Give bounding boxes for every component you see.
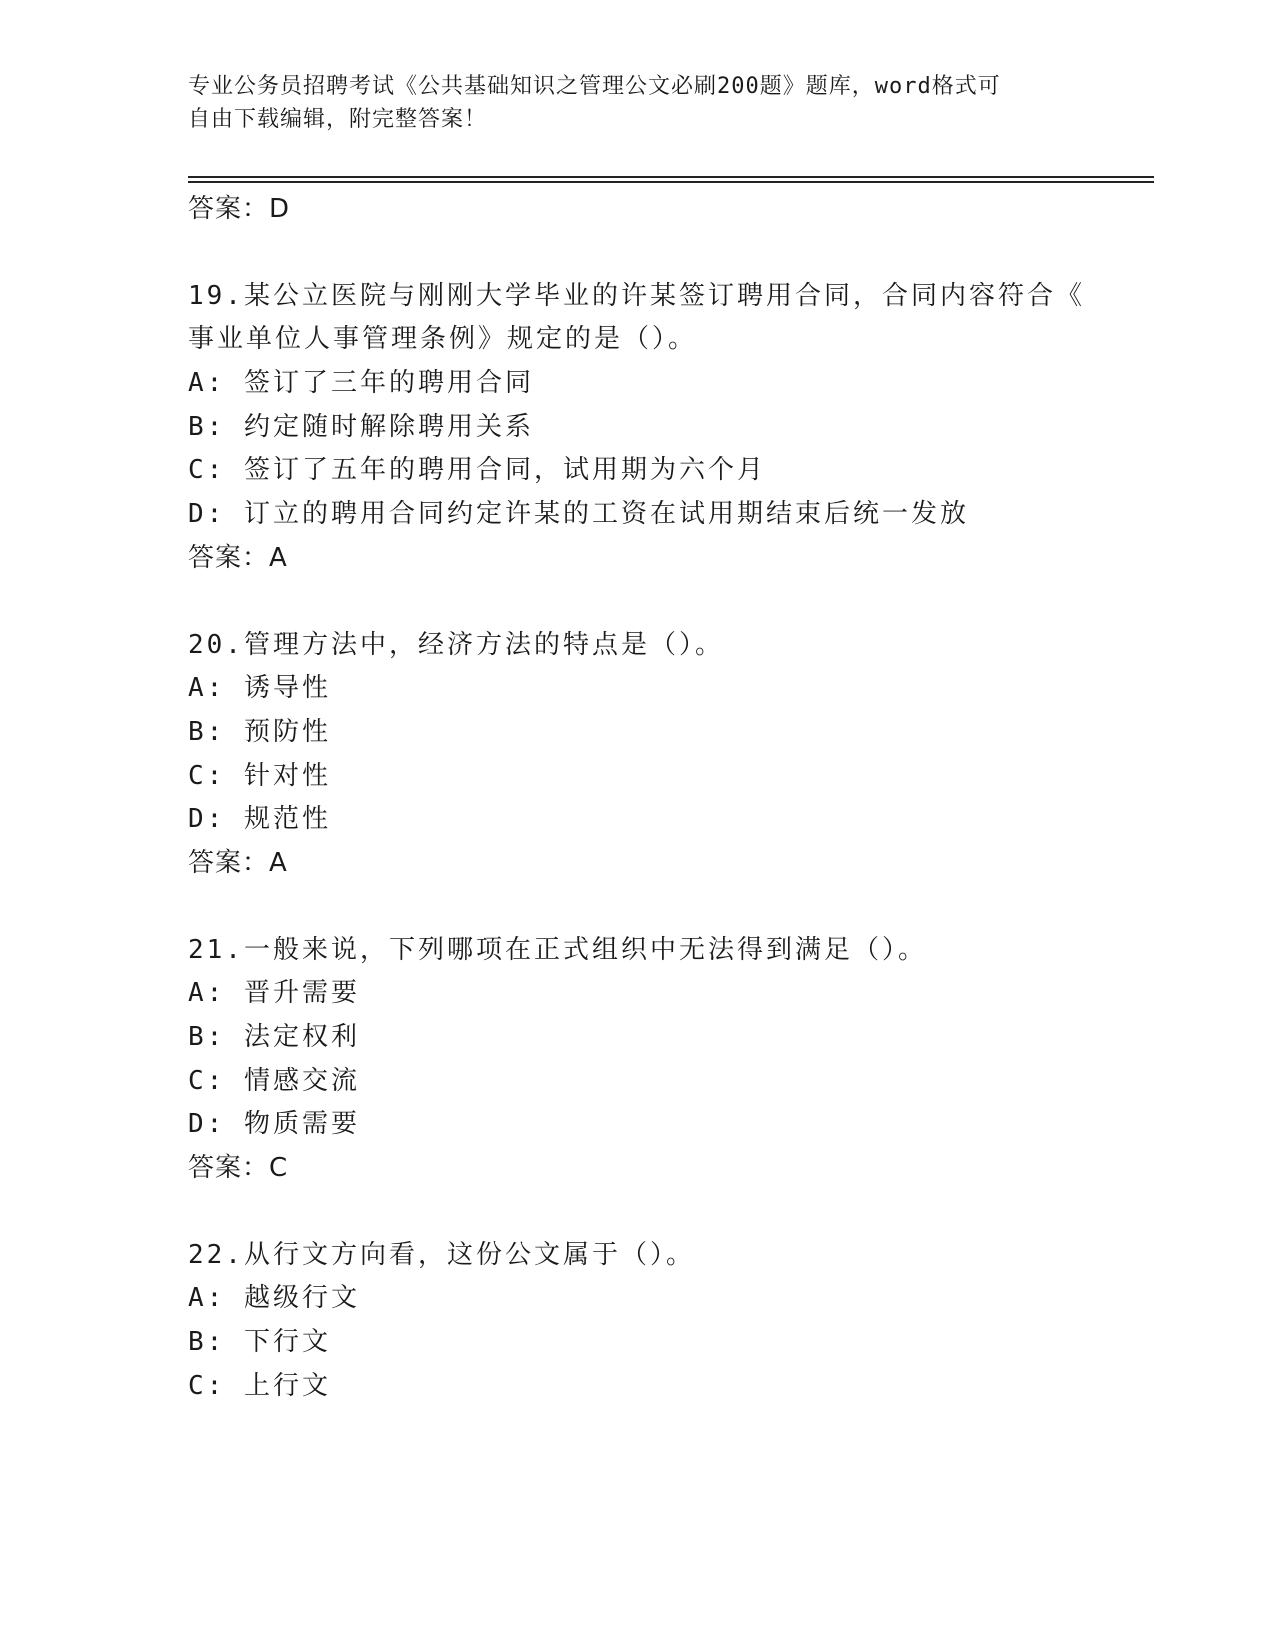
answer-20: 答案：A [188, 848, 288, 878]
header-line-1: 专业公务员招聘考试《公共基础知识之管理公文必刷200题》题库，word格式可 [188, 74, 1001, 99]
document-header [188, 70, 1068, 136]
answer-19: 答案：A [188, 543, 288, 573]
question-21-option-c: C: 情感交流 [188, 1066, 360, 1096]
answer-21: 答案：C [188, 1153, 289, 1183]
header-line-2: 自由下载编辑，附完整答案！ [188, 107, 488, 132]
question-20-option-c: C: 针对性 [188, 761, 331, 791]
question-19-option-a: A: 签订了三年的聘用合同 [188, 368, 534, 398]
question-20-option-d: D: 规范性 [188, 804, 331, 834]
header-divider-bottom [188, 181, 1154, 183]
question-22-option-c: C: 上行文 [188, 1371, 331, 1401]
question-19-stem-line-2: 事业单位人事管理条例》规定的是（）。 [188, 324, 698, 354]
question-19-option-c: C: 签订了五年的聘用合同，试用期为六个月 [188, 455, 766, 485]
answer-previous: 答案：D [188, 194, 291, 224]
question-19-option-b: B: 约定随时解除聘用关系 [188, 412, 534, 442]
question-22-stem: 22.从行文方向看，这份公文属于（）。 [188, 1240, 695, 1270]
question-20-option-a: A: 诱导性 [188, 673, 331, 703]
question-19-option-d: D: 订立的聘用合同约定许某的工资在试用期结束后统一发放 [188, 499, 969, 529]
question-22-option-b: B: 下行文 [188, 1327, 331, 1357]
question-21-stem: 21.一般来说，下列哪项在正式组织中无法得到满足（）。 [188, 935, 927, 965]
question-19-stem-line-1: 19.某公立医院与刚刚大学毕业的许某签订聘用合同，合同内容符合《 [188, 281, 1085, 311]
question-21-option-a: A: 晋升需要 [188, 978, 360, 1008]
question-20-stem: 20.管理方法中，经济方法的特点是（）。 [188, 630, 724, 660]
question-22-option-a: A: 越级行文 [188, 1283, 360, 1313]
question-20-option-b: B: 预防性 [188, 717, 331, 747]
question-21-option-b: B: 法定权利 [188, 1022, 360, 1052]
header-divider-top [188, 176, 1154, 178]
question-21-option-d: D: 物质需要 [188, 1109, 360, 1139]
